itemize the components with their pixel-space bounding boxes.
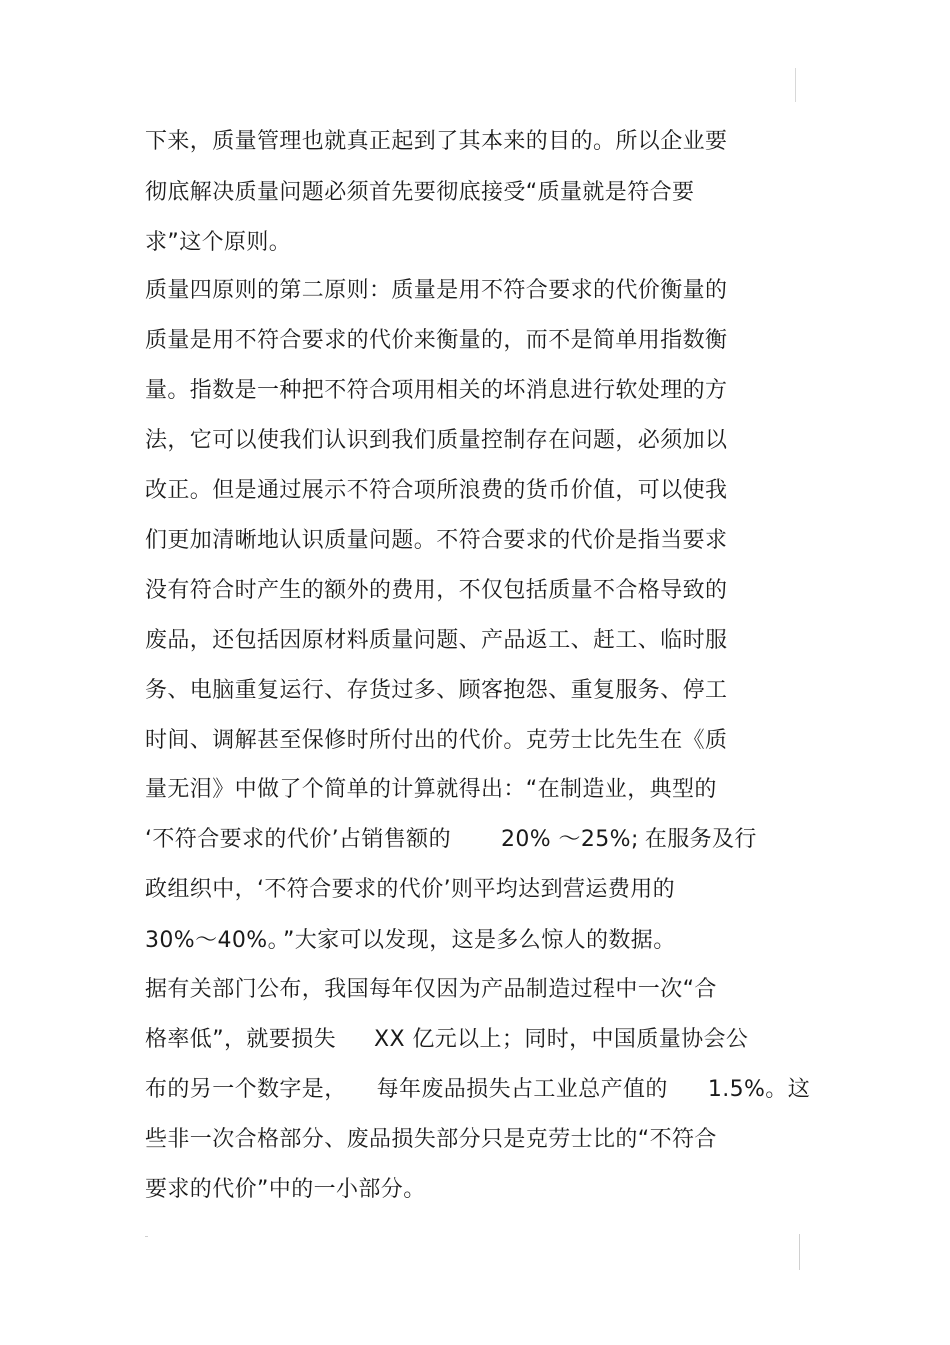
text-line: 据有关部门公布，我国每年仅因为产品制造过程中一次“合 <box>145 977 717 1002</box>
text-line: 布的另一个数字是， 每年废品损失占工业总产值的 1.5%。这 <box>145 1077 811 1102</box>
text-line: 务、电脑重复运行、存货过多、顾客抱怨、重复服务、停工 <box>145 678 728 703</box>
text-line: 改正。但是通过展示不符合项所浪费的货币价值，可以使我 <box>145 478 728 503</box>
text-line: 质量是用不符合要求的代价来衡量的，而不是简单用指数衡 <box>145 328 728 353</box>
text-line: 时间、调解甚至保修时所付出的代价。克劳士比先生在《质 <box>145 728 728 753</box>
page-edge-mark <box>799 1234 800 1270</box>
text-line: ‘不符合要求的代价’占销售额的 20% ～25%; 在服务及行 <box>145 827 757 852</box>
text-line: 废品，还包括因原材料质量问题、产品返工、赶工、临时服 <box>145 628 728 653</box>
text-line: 政组织中，‘不符合要求的代价’则平均达到营运费用的 <box>145 877 675 902</box>
text-line: 量无泪》中做了个简单的计算就得出：“在制造业，典型的 <box>145 777 717 802</box>
text-line: 没有符合时产生的额外的费用，不仅包括质量不合格导致的 <box>145 578 728 603</box>
text-line: 要求的代价”中的一小部分。 <box>145 1177 426 1202</box>
text-line: 们更加清晰地认识质量问题。不符合要求的代价是指当要求 <box>145 528 728 553</box>
text-line: 求”这个原则。 <box>145 230 292 255</box>
text-line: 法，它可以使我们认识到我们质量控制存在问题，必须加以 <box>145 428 728 453</box>
text-line: 些非一次合格部分、废品损失部分只是克劳士比的“不符合 <box>145 1127 717 1152</box>
text-line: 质量四原则的第二原则：质量是用不符合要求的代价衡量的 <box>145 278 728 303</box>
page-edge-mark <box>795 68 796 102</box>
text-line: 量。指数是一种把不符合项用相关的坏消息进行软处理的方 <box>145 378 728 403</box>
text-line: 彻底解决质量问题必须首先要彻底接受“质量就是符合要 <box>145 180 695 205</box>
text-line: 格率低”，就要损失 XX 亿元以上；同时，中国质量协会公 <box>145 1027 749 1052</box>
text-line: 30%～40%。 ”大家可以发现，这是多么惊人的数据。 <box>145 928 676 953</box>
page-edge-mark <box>145 1236 148 1237</box>
text-line: 下来，质量管理也就真正起到了其本来的目的。所以企业要 <box>145 129 728 154</box>
